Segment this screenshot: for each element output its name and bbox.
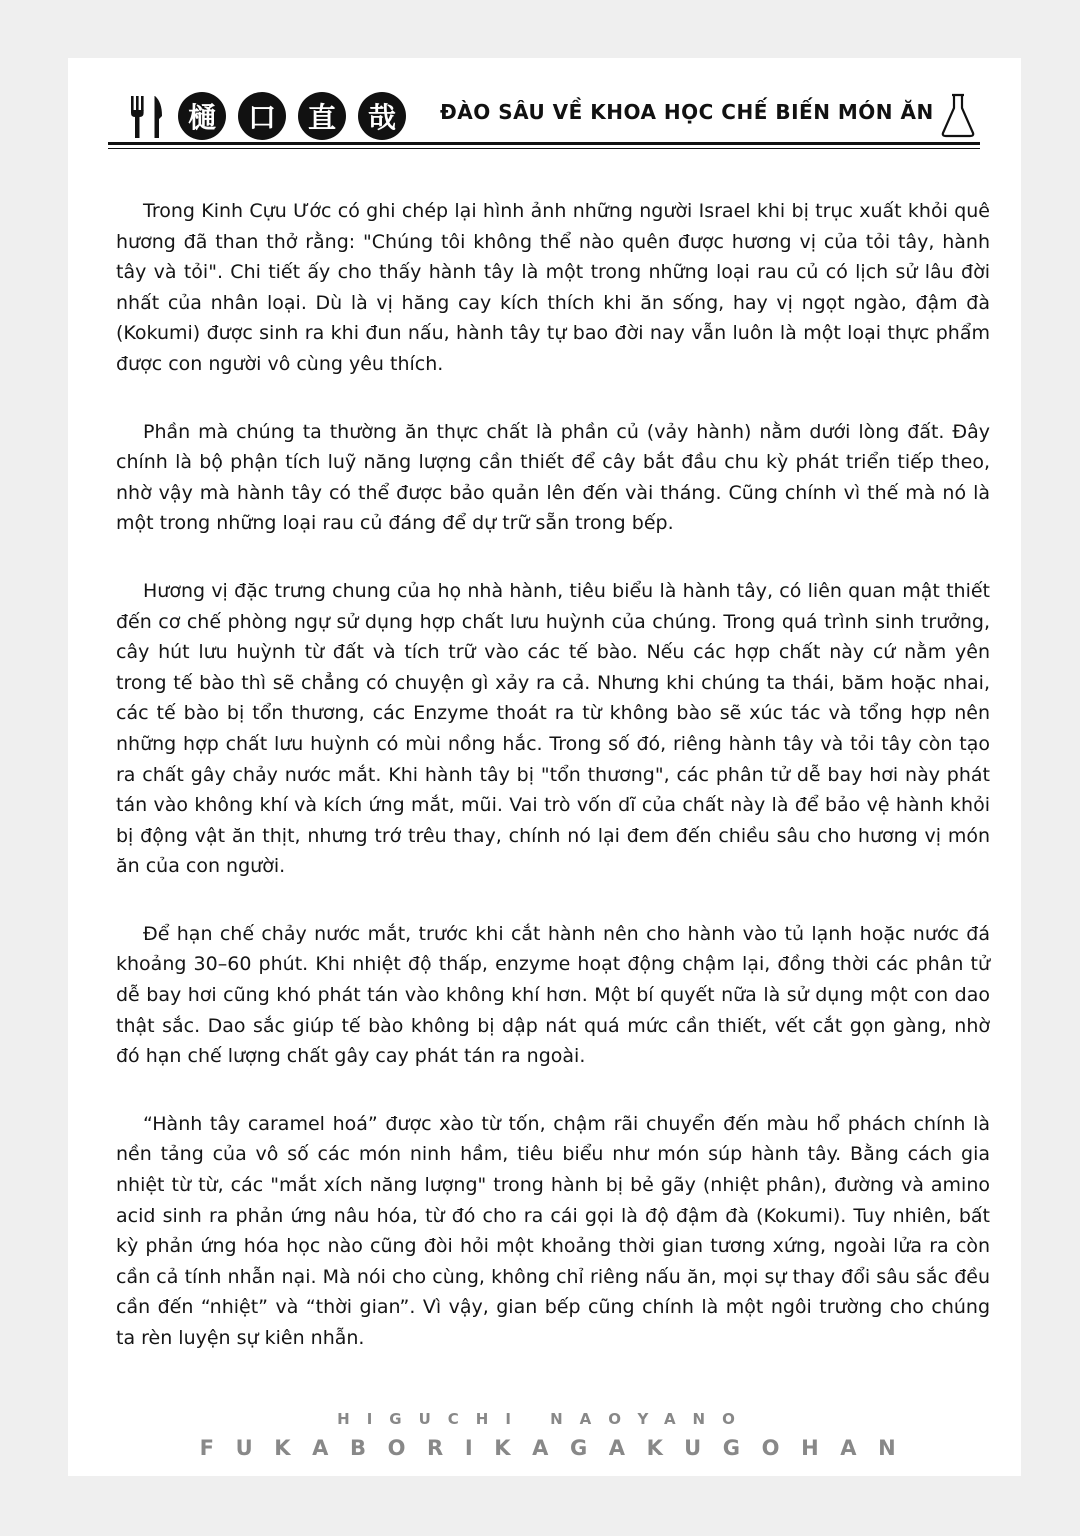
paragraph: Trong Kinh Cựu Ước có ghi chép lại hình ảnh những người Israel khi bị trục xuất khỏi quê hương đã than thở rằng: "Chúng tôi không thể nào quên được hương vị của tỏi tây, hành tây và tỏi". Chi tiết ấy cho thấy hành tây là một trong những loại rau củ có lịch sử lâu đời nhất của nhân loại. Dù là vị hăng cay kích thích khi ăn sống, hay vị ngọt ngào, đậm đà (Kokumi) được sinh ra khi đun nấu, hành tây tự bao đời nay vẫn luôn là một loại thực phẩm được con người vô cùng yêu thích. — [116, 200, 990, 375]
kanji-circle: 口 — [238, 92, 286, 140]
header-rule-thin — [108, 148, 980, 149]
page — [68, 58, 1021, 1476]
page-title: ĐÀO SÂU VỀ KHOA HỌC CHẾ BIẾN MÓN ĂN — [440, 100, 934, 124]
kanji-circle: 哉 — [358, 92, 406, 140]
paragraph: Phần mà chúng ta thường ăn thực chất là phần củ (vảy hành) nằm dưới lòng đất. Đây chính là bộ phận tích luỹ năng lượng cần thiết để cây bắt đầu chu kỳ phát triển tiếp theo, nhờ vậy mà hành tây có thể được bảo quản lên đến vài tháng. Cũng chính vì thế mà nó là một trong những loại rau củ đáng để dự trữ sẵn trong bếp. — [116, 420, 990, 535]
page-header — [108, 84, 980, 148]
kanji-circle: 樋 — [178, 92, 226, 140]
fork-knife-icon — [128, 94, 168, 140]
paragraph: “Hành tây caramel hoá” được xào từ tốn, chậm rãi chuyển đến màu hổ phách chính là nền tảng của vô số các món ninh hầm, tiêu biểu như món súp hành tây. Bằng cách gia nhiệt từ từ, các "mắt xích năng lượng" trong hành bị bẻ gãy (nhiệt phân), đường và amino acid sinh ra phản ứng nâu hóa, từ đó cho ra cái gọi là độ đậm đà (Kokumi). Tuy nhiên, bất kỳ phản ứng hóa học nào cũng đòi hỏi một khoảng thời gian tương xứng, ngoài lửa ra còn cần cả tính nhẫn nại. Mà nói cho cùng, không chỉ riêng nấu ăn, mọi sự thay đổi sâu sắc đều cần đến “nhiệt” và “thời gian”. Vì vậy, gian bếp cũng chính là một ngôi trường cho chúng ta rèn luyện sự kiên nhẫn. — [116, 1112, 990, 1349]
paragraph: Hương vị đặc trưng chung của họ nhà hành, tiêu biểu là hành tây, có liên quan mật thiết đến cơ chế phòng ngự sử dụng hợp chất lưu huỳnh của chúng. Trong quá trình sinh trưởng, cây hút lưu huỳnh từ đất và tích trữ vào các tế bào. Nếu các hợp chất này cứ nằm yên trong tế bào thì sẽ chẳng có chuyện gì xảy ra cả. Nhưng khi chúng ta thái, băm hoặc nhai, các tế bào bị tổn thương, các Enzyme thoát ra từ không bào sẽ xúc tác và tổng hợp nên những hợp chất lưu huỳnh có mùi nồng hắc. Trong số đó, riêng hành tây và tỏi tây còn tạo ra chất gây chảy nước mắt. Khi hành tây bị "tổn thương", các phân tử dễ bay hơi này phát tán vào không khí và kích ứng mắt, mũi. Vai trò vốn dĩ của chất này là để bảo vệ hành khỏi bị động vật ăn thịt, nhưng trớ trêu thay, chính nó lại đem đến chiều sâu cho hương vị món ăn của con người. — [116, 579, 990, 878]
paragraph: Để hạn chế chảy nước mắt, trước khi cắt hành nên cho hành vào tủ lạnh hoặc nước đá khoảng 30–60 phút. Khi nhiệt độ thấp, enzyme hoạt động chậm lại, đồng thời các phân tử dễ bay hơi cũng khó phát tán vào không khí hơn. Một bí quyết nữa là sử dụng một con dao thật sắc. Dao sắc giúp tế bào không bị dập nát quá mức cần thiết, vết cắt gọn gàng, nhờ đó hạn chế lượng chất gây cay phát tán ra ngoài. — [116, 922, 990, 1068]
footer-author-romaji: HIGUCHI NAOYANO — [337, 1410, 752, 1428]
flask-icon — [940, 92, 976, 138]
footer-series-romaji: FUKABORIKAGAKUGOHAN — [199, 1436, 918, 1460]
header-rule — [108, 142, 980, 145]
article-body — [116, 196, 990, 1391]
kanji-circle: 直 — [298, 92, 346, 140]
author-kanji — [178, 92, 406, 140]
